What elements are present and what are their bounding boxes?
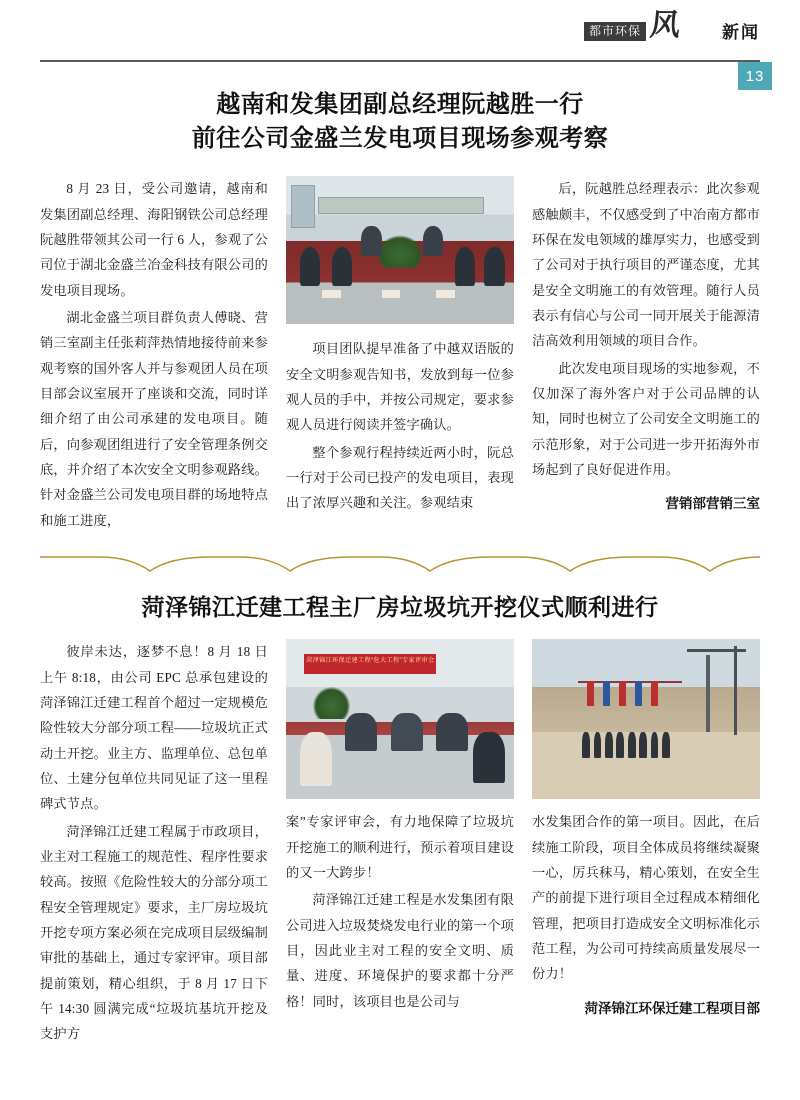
photo-person — [300, 247, 321, 285]
masthead-glyph-icon: 风 — [648, 9, 682, 42]
photo-person — [436, 713, 468, 751]
photo-person — [616, 732, 624, 758]
photo-person — [473, 732, 505, 783]
header-divider-rule — [40, 60, 760, 62]
photo-person — [628, 732, 636, 758]
photo-person — [662, 732, 670, 758]
photo-person — [300, 732, 332, 786]
photo-plant — [377, 235, 423, 268]
photo-person — [651, 732, 659, 758]
article-two-columns — [40, 639, 760, 1049]
article-two-column-1 — [40, 639, 268, 1049]
page-footer-space — [0, 1049, 800, 1073]
photo-person — [391, 713, 423, 751]
article-one-column-1 — [40, 176, 268, 535]
article-one-headline-line2: 前往公司金盛兰发电项目现场参观考察 — [191, 125, 609, 153]
masthead-logo — [584, 9, 682, 42]
paragraph: 整个参观行程持续近两小时，阮总一行对于公司已投产的发电项目，表现出了浓厚兴趣和关注。参观结束 — [286, 444, 514, 511]
photo-crane — [734, 646, 737, 736]
photo-spacer — [286, 799, 514, 809]
article-two-column-2 — [286, 639, 514, 1049]
photo-red-banner — [304, 654, 436, 675]
article-two-signature: 菏泽锦江环保迁建工程项目部 — [584, 1000, 760, 1016]
paragraph: 后，阮越胜总经理表示：此次参观感触颇丰，不仅感受到了中冶南方都市环保在发电领域的雄厚实力，也感受到了公司对于执行项目的严谨态度，尤其是安全文明施工的有效管理。随行人员表示有信心与公司一同开展关于能源清洁高效利用领域的项目合作。 — [532, 181, 760, 349]
article-one-columns — [40, 176, 760, 535]
paragraph: 彼岸未达，逐梦不息！8 月 18 日上午 8:18，由公司 EPC 总承包建设的菏泽锦江迁建工程首个超过一定规模危险性较大分部分项工程——垃圾坑正式动土开挖。业主方、监理单位、总包单位、土建分包单位共同见证了这一里程碑式节点。 — [40, 644, 268, 812]
photo-drill-rig — [706, 655, 710, 732]
paragraph: 菏泽锦江迁建工程属于市政项目，业主对工程施工的规范性、程序性要求较高。按照《危险性较大的分部分项工程安全管理规定》要求，主厂房垃圾坑开挖专项方案必须在完成项目层级编制审批的基础上，通过专家评审。项目部提前策划，精心组织，于 8 月 17 日下午 14:30 圆满完成“垃圾坑基坑开挖及支护方 — [40, 823, 268, 1042]
photo-document — [322, 290, 340, 297]
photo-person — [605, 732, 613, 758]
photo-person — [423, 226, 444, 256]
photo-person — [332, 247, 353, 285]
page-header — [0, 0, 800, 85]
paragraph: 菏泽锦江迁建工程是水发集团有限公司进入垃圾焚烧发电行业的第一个项目，因此业主对工程的安全文明、质量、进度、环境保护的要求都十分严格！同时，该项目也是公司与 — [286, 892, 514, 1009]
page-number-badge: 13 — [738, 62, 772, 90]
article-two — [0, 591, 800, 1049]
photo-person — [639, 732, 647, 758]
paragraph: 案”专家评审会，有力地保障了垃圾坑开挖施工的顺利进行，预示着项目建设的又一大跨步！ — [286, 814, 514, 880]
photo-plant — [313, 687, 349, 719]
photo-flag — [587, 681, 594, 707]
photo-document — [382, 290, 400, 297]
photo-window — [291, 185, 316, 228]
photo-banner-text: 菏泽锦江环保迁建工程“危大工程”专家评审会 — [306, 657, 435, 664]
expert-review-meeting-photo — [286, 639, 514, 799]
photo-flag — [651, 681, 658, 707]
article-one-headline-line1: 越南和发集团副总经理阮越胜一行 — [216, 91, 584, 118]
article-one-headline — [40, 88, 760, 156]
photo-person — [582, 732, 590, 758]
construction-site-ceremony-photo — [532, 639, 760, 799]
photo-spacer — [532, 799, 760, 809]
meeting-room-photo — [286, 176, 514, 324]
article-one-column-2 — [286, 176, 514, 535]
photo-flag — [619, 681, 626, 707]
photo-person — [345, 713, 377, 751]
article-one — [0, 88, 800, 535]
article-two-headline: 菏泽锦江迁建工程主厂房垃圾坑开挖仪式顺利进行 — [141, 593, 659, 620]
photo-document — [436, 290, 454, 297]
article-one-signature: 营销部营销三室 — [665, 496, 760, 512]
photo-person — [594, 732, 602, 758]
photo-flag — [603, 681, 610, 707]
section-divider — [40, 553, 760, 575]
photo-crane-arm — [687, 649, 746, 652]
photo-person — [361, 226, 382, 256]
paragraph: 此次发电项目现场的实地参观，不仅加深了海外客户对于公司品牌的认知，同时也树立了公司安全文明施工的示范形象，对于公司进一步开拓海外市场起到了良好促进作用。 — [532, 360, 760, 477]
masthead-box-label: 都市环保 — [584, 22, 646, 41]
article-one-column-3 — [532, 176, 760, 535]
paragraph: 水发集团合作的第一项目。因此，在后续施工阶段，项目全体成员将继续凝聚一心，厉兵秣马，精心策划，在安全生产的前提下进行项目全过程成本精细化管理，把项目打造成安全文明标准化示范工程，为公司可持续高质量发展尽一份力！ — [532, 814, 760, 982]
paragraph: 湖北金盛兰项目群负责人傅晓、营销三室副主任张莉萍热情地接待前来参观考察的国外客人并与参观团人员在项目部会议室展开了座谈和交流，同时详细介绍了由公司承建的发电项目。随后，向参观团组进行了安全管理条例交底，并介绍了本次安全文明参观路线。针对金盛兰公司发电项目群的场地特点和施工进度， — [40, 309, 268, 528]
photo-person — [455, 247, 476, 285]
paragraph: 8 月 23 日，受公司邀请，越南和发集团副总经理、海阳钢铁公司总经理阮越胜带领其公司一行 6 人，参观了公司位于湖北金盛兰冶金科技有限公司的发电项目现场。 — [40, 181, 268, 298]
section-title: 新闻 — [722, 23, 760, 42]
photo-flag — [635, 681, 642, 707]
paragraph: 项目团队提早准备了中越双语版的安全文明参观告知书，发放到每一位参观人员的手中，并按公司规定，要求参观人员进行阅读并签字确认。 — [286, 341, 514, 433]
photo-person — [484, 247, 505, 285]
article-two-column-3 — [532, 639, 760, 1049]
photo-banner — [318, 197, 484, 214]
